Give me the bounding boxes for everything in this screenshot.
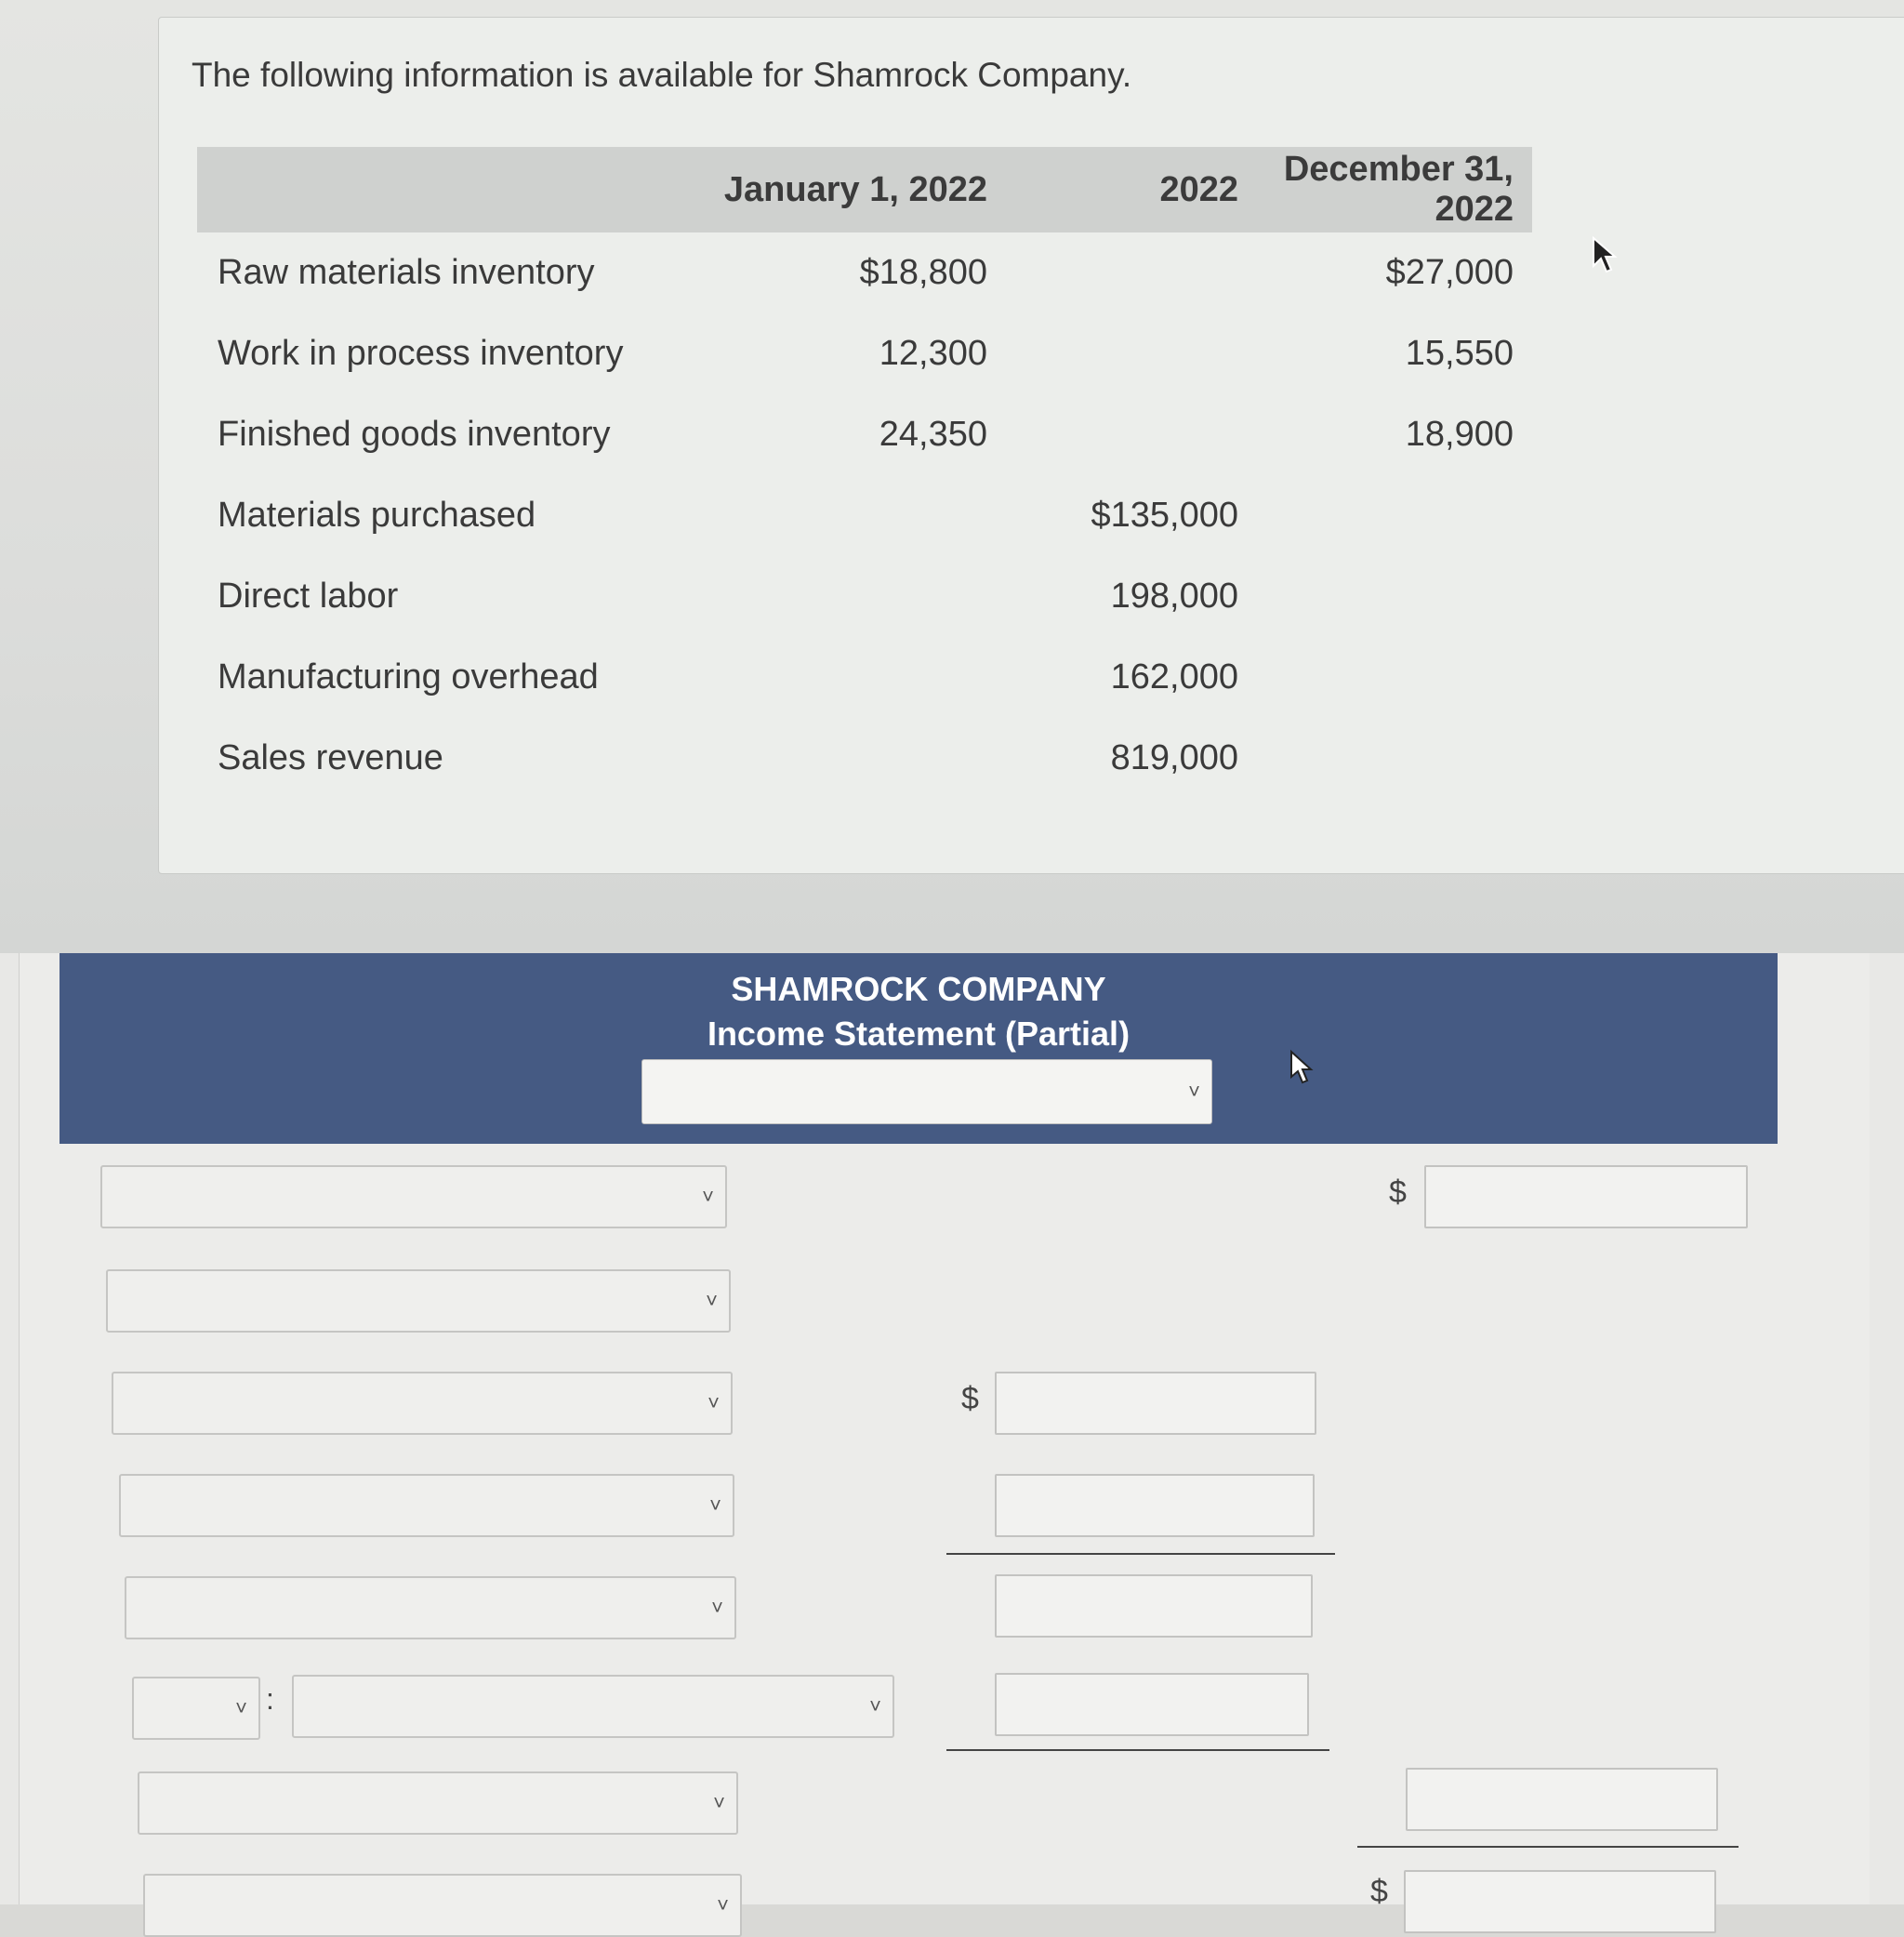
- row-year: [1006, 232, 1257, 313]
- prefix-select[interactable]: [132, 1677, 260, 1740]
- mouse-cursor-icon: [1592, 236, 1618, 275]
- statement-title: Income Statement (Partial): [707, 1015, 1130, 1053]
- line-item-select-2[interactable]: [106, 1269, 731, 1333]
- row-jan: [671, 475, 1006, 556]
- table-row: [197, 718, 1532, 799]
- dollar-sign: $: [961, 1381, 979, 1416]
- row-year: [1006, 394, 1257, 475]
- table-row: [197, 556, 1532, 637]
- chevron-down-icon: ˅: [711, 1596, 723, 1619]
- line-item-select-5[interactable]: [125, 1576, 736, 1639]
- table-row: [197, 475, 1532, 556]
- amount-input-4[interactable]: [995, 1673, 1309, 1736]
- chevron-down-icon: ˅: [1188, 1080, 1200, 1103]
- amount-input-3[interactable]: [995, 1574, 1313, 1638]
- line-item-select-3[interactable]: [112, 1372, 733, 1435]
- row-label: Work in process inventory: [218, 334, 624, 373]
- company-name: SHAMROCK COMPANY: [731, 970, 1106, 1008]
- chevron-down-icon: ˅: [869, 1694, 881, 1718]
- line-item-select-6[interactable]: [292, 1675, 894, 1738]
- table-row: [197, 394, 1532, 475]
- row-dec: [1257, 637, 1532, 718]
- row-jan: [671, 718, 1006, 799]
- row-dec: [1257, 475, 1532, 556]
- chevron-down-icon: ˅: [706, 1289, 718, 1312]
- row-jan: 24,350: [879, 415, 987, 454]
- chevron-down-icon: ˅: [702, 1185, 714, 1208]
- intro-text: The following information is available for Shamrock Company.: [192, 56, 1132, 94]
- table-row: [197, 313, 1532, 394]
- row-year: [1006, 313, 1257, 394]
- date-select[interactable]: [641, 1059, 1212, 1124]
- row-jan: [671, 637, 1006, 718]
- row-label: Materials purchased: [218, 496, 536, 535]
- header-dec: December 31, 2022: [1283, 150, 1514, 229]
- row-label: Raw materials inventory: [218, 253, 595, 292]
- row-dec: $27,000: [1385, 253, 1514, 292]
- amount-input-total-2[interactable]: [1406, 1768, 1718, 1831]
- line-item-select-1[interactable]: [100, 1165, 727, 1228]
- amount-input-1[interactable]: [995, 1372, 1316, 1435]
- mouse-pointer-icon: [1289, 1049, 1316, 1086]
- row-label: Sales revenue: [218, 738, 443, 777]
- row-dec: [1257, 718, 1532, 799]
- subtotal-rule-2: [946, 1749, 1329, 1751]
- chevron-down-icon: ˅: [709, 1493, 721, 1517]
- colon-separator: :: [266, 1682, 274, 1716]
- table-row: [197, 637, 1532, 718]
- row-jan: 12,300: [879, 334, 987, 373]
- row-label: Direct labor: [218, 577, 399, 616]
- row-jan: [671, 556, 1006, 637]
- row-dec: 15,550: [1405, 334, 1514, 373]
- chevron-down-icon: ˅: [707, 1391, 720, 1414]
- row-dec: 18,900: [1405, 415, 1514, 454]
- answer-area: [0, 953, 1904, 1917]
- header-jan: January 1, 2022: [723, 169, 987, 209]
- subtotal-rule: [946, 1553, 1335, 1555]
- line-item-select-8[interactable]: [143, 1874, 742, 1937]
- chevron-down-icon: ˅: [717, 1893, 729, 1917]
- amount-input-total-3[interactable]: [1404, 1870, 1716, 1933]
- dollar-sign: $: [1389, 1174, 1407, 1210]
- row-dec: [1257, 556, 1532, 637]
- statement-header: [60, 953, 1778, 1144]
- dollar-sign: $: [1370, 1874, 1388, 1909]
- row-year: 162,000: [1110, 657, 1238, 697]
- row-year: 198,000: [1110, 577, 1238, 616]
- chevron-down-icon: ˅: [713, 1791, 725, 1814]
- amount-input-2[interactable]: [995, 1474, 1315, 1537]
- info-table: [197, 147, 1532, 799]
- row-jan: $18,800: [859, 253, 987, 292]
- table-row: [197, 232, 1532, 313]
- row-year: $135,000: [1091, 496, 1238, 535]
- row-label: Manufacturing overhead: [218, 657, 599, 697]
- line-item-select-4[interactable]: [119, 1474, 734, 1537]
- row-label: Finished goods inventory: [218, 415, 611, 454]
- row-year: 819,000: [1110, 738, 1238, 777]
- table-header-row: [197, 147, 1532, 232]
- header-year: 2022: [1159, 169, 1238, 209]
- amount-input-total-1[interactable]: [1424, 1165, 1748, 1228]
- header-blank: [197, 147, 671, 232]
- chevron-down-icon: ˅: [235, 1696, 247, 1719]
- total-rule: [1357, 1846, 1739, 1848]
- line-item-select-7[interactable]: [138, 1771, 738, 1835]
